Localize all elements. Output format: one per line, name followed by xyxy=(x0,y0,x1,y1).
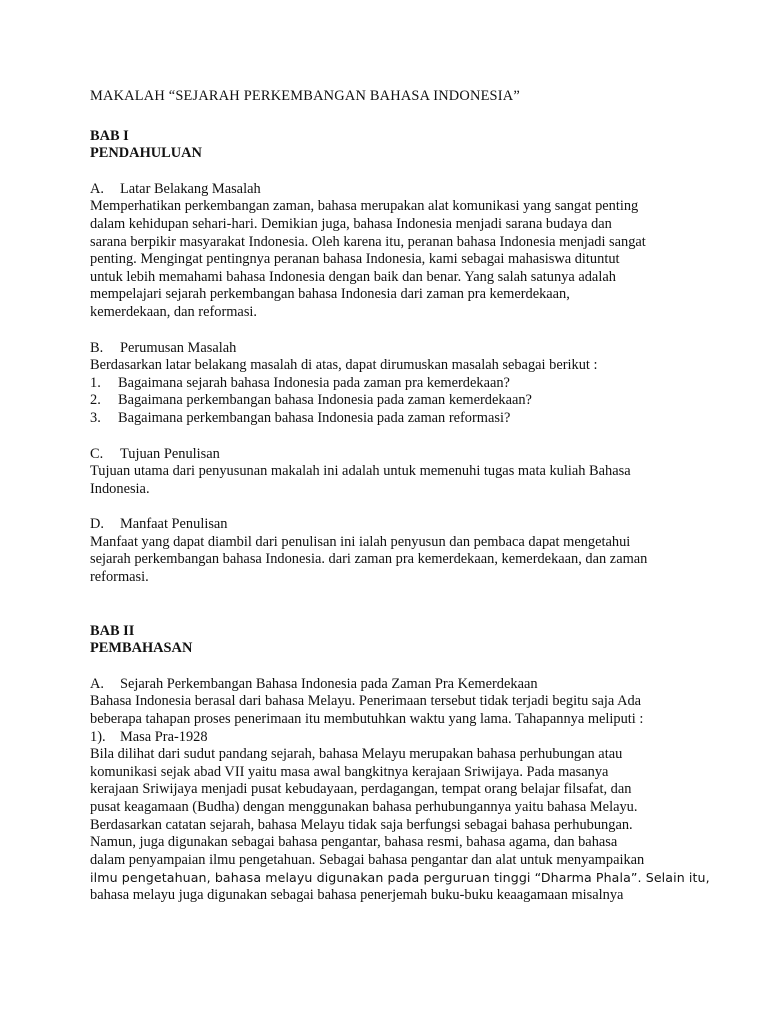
list-item-text: Bagaimana perkembangan bahasa Indonesia pada zaman kemerdekaan? xyxy=(118,392,532,409)
section-heading-text: Manfaat Penulisan xyxy=(120,516,228,533)
section-letter: D. xyxy=(90,516,104,533)
paragraph-line: pusat keagamaan (Budha) dengan menggunakan bahasa perhubungannya yaitu bahasa Melayu. xyxy=(90,799,638,815)
section-letter: B. xyxy=(90,339,104,356)
list-item xyxy=(90,392,690,410)
chapter-2-title: PEMBAHASAN xyxy=(90,640,193,657)
paragraph-line: Berdasarkan latar belakang masalah di atas, dapat dirumuskan masalah sebagai berikut : xyxy=(90,357,598,374)
paragraph-perumusan-intro xyxy=(90,357,690,375)
paragraph-line: penting. Mengingat pentingnya peranan bahasa Indonesia, kami sebagai mahasiswa dituntut xyxy=(90,251,620,268)
paragraph-line: Memperhatikan perkembangan zaman, bahasa merupakan alat komunikasi yang sangat penting xyxy=(90,198,639,215)
list-item-text: Bagaimana sejarah bahasa Indonesia pada zaman pra kemerdekaan? xyxy=(118,374,510,391)
list-number: 1. xyxy=(90,374,101,391)
paragraph-line: bahasa melayu juga digunakan sebagai bahasa penerjemah buku-buku keaagamaan misalnya xyxy=(90,886,624,903)
paragraph-line: sejarah perkembangan bahasa Indonesia. dari zaman pra kemerdekaan, kemerdekaan, dan zaman xyxy=(90,551,648,568)
paragraph-line: kemerdekaan, dan reformasi. xyxy=(90,303,258,320)
paragraph-line: Namun, juga digunakan sebagai bahasa pengantar, bahasa resmi, bahasa agama, dan bahasa xyxy=(90,834,618,851)
section-heading-text: Latar Belakang Masalah xyxy=(120,180,261,197)
chapter-2-label: BAB II xyxy=(90,622,135,639)
paragraph-latar-belakang xyxy=(90,198,690,321)
list-item xyxy=(90,375,690,393)
paragraph-line: dalam penyampaian ilmu pengetahuan. Sebagai bahasa pengantar dan alat untuk menyampaikan xyxy=(90,851,645,868)
list-item-text: Bagaimana perkembangan bahasa Indonesia pada zaman reformasi? xyxy=(118,409,511,426)
section-heading-latar-belakang xyxy=(90,181,690,199)
paragraph-line: Bahasa Indonesia berasal dari bahasa Melayu. Penerimaan tersebut tidak terjadi begitu saja Ada xyxy=(90,693,642,710)
paragraph-tujuan-penulisan xyxy=(90,463,690,498)
paragraph-masa-pra-1928 xyxy=(90,746,710,904)
paragraph-line: untuk lebih memahami bahasa Indonesia dengan baik dan benar. Yang salah satunya adalah xyxy=(90,268,616,285)
paragraph-line: ilmu pengetahuan, bahasa melayu digunakan pada perguruan tinggi “Dharma Phala”. Selain itu, xyxy=(90,870,710,886)
list-number: 3. xyxy=(90,409,101,426)
paragraph-sejarah-intro xyxy=(90,693,690,728)
document-page xyxy=(90,88,710,905)
document-title: MAKALAH “SEJARAH PERKEMBANGAN BAHASA INDONESIA” xyxy=(90,88,520,104)
paragraph-line: Manfaat yang dapat diambil dari penulisan ini ialah penyusun dan pembaca dapat mengetahui xyxy=(90,533,631,550)
section-heading-sejarah-pra-kemerdekaan xyxy=(90,676,690,694)
paragraph-line: dalam kehidupan sehari-hari. Demikian juga, bahasa Indonesia menjadi sarana budaya dan xyxy=(90,215,612,232)
subsection-heading-masa-pra-1928 xyxy=(90,729,690,747)
list-number: 2. xyxy=(90,392,101,409)
paragraph-line: kerajaan Sriwijaya menjadi pusat kebudayaan, perdagangan, tempat orang belajar filsafat, dan xyxy=(90,781,632,798)
subsection-number: 1). xyxy=(90,728,106,745)
section-heading-text: Sejarah Perkembangan Bahasa Indonesia pada Zaman Pra Kemerdekaan xyxy=(120,675,538,692)
paragraph-line: komunikasi sejak abad VII yaitu masa awal bangkitnya kerajaan Sriwijaya. Pada masanya xyxy=(90,763,609,780)
paragraph-line: Tujuan utama dari penyusunan makalah ini adalah untuk memenuhi tugas mata kuliah Bahasa xyxy=(90,463,631,480)
paragraph-line: Indonesia. xyxy=(90,480,150,497)
paragraph-line: mempelajari sejarah perkembangan bahasa Indonesia dari zaman pra kemerdekaan, xyxy=(90,286,570,303)
paragraph-line: reformasi. xyxy=(90,569,149,586)
chapter-1-title: PENDAHULUAN xyxy=(90,145,202,162)
paragraph-manfaat-penulisan xyxy=(90,534,690,587)
section-letter: C. xyxy=(90,445,104,462)
section-heading-text: Tujuan Penulisan xyxy=(120,445,220,462)
section-heading-text: Perumusan Masalah xyxy=(120,339,237,356)
paragraph-line: Bila dilihat dari sudut pandang sejarah, bahasa Melayu merupakan bahasa perhubungan atau xyxy=(90,746,623,763)
section-heading-perumusan-masalah xyxy=(90,340,690,358)
section-letter: A. xyxy=(90,675,104,692)
subsection-heading-text: Masa Pra-1928 xyxy=(120,728,208,745)
section-heading-manfaat-penulisan xyxy=(90,516,690,534)
list-item xyxy=(90,410,690,428)
section-letter: A. xyxy=(90,180,104,197)
chapter-1-label: BAB I xyxy=(90,127,129,144)
paragraph-line: Berdasarkan catatan sejarah, bahasa Melayu tidak saja berfungsi sebagai bahasa perhubungan. xyxy=(90,816,633,833)
problem-list xyxy=(90,375,690,428)
paragraph-line: sarana berpikir masyarakat Indonesia. Oleh karena itu, peranan bahasa Indonesia menjadi sangat xyxy=(90,233,646,250)
paragraph-line: beberapa tahapan proses penerimaan itu membutuhkan waktu yang lama. Tahapannya meliputi : xyxy=(90,711,644,728)
section-heading-tujuan-penulisan xyxy=(90,446,690,464)
